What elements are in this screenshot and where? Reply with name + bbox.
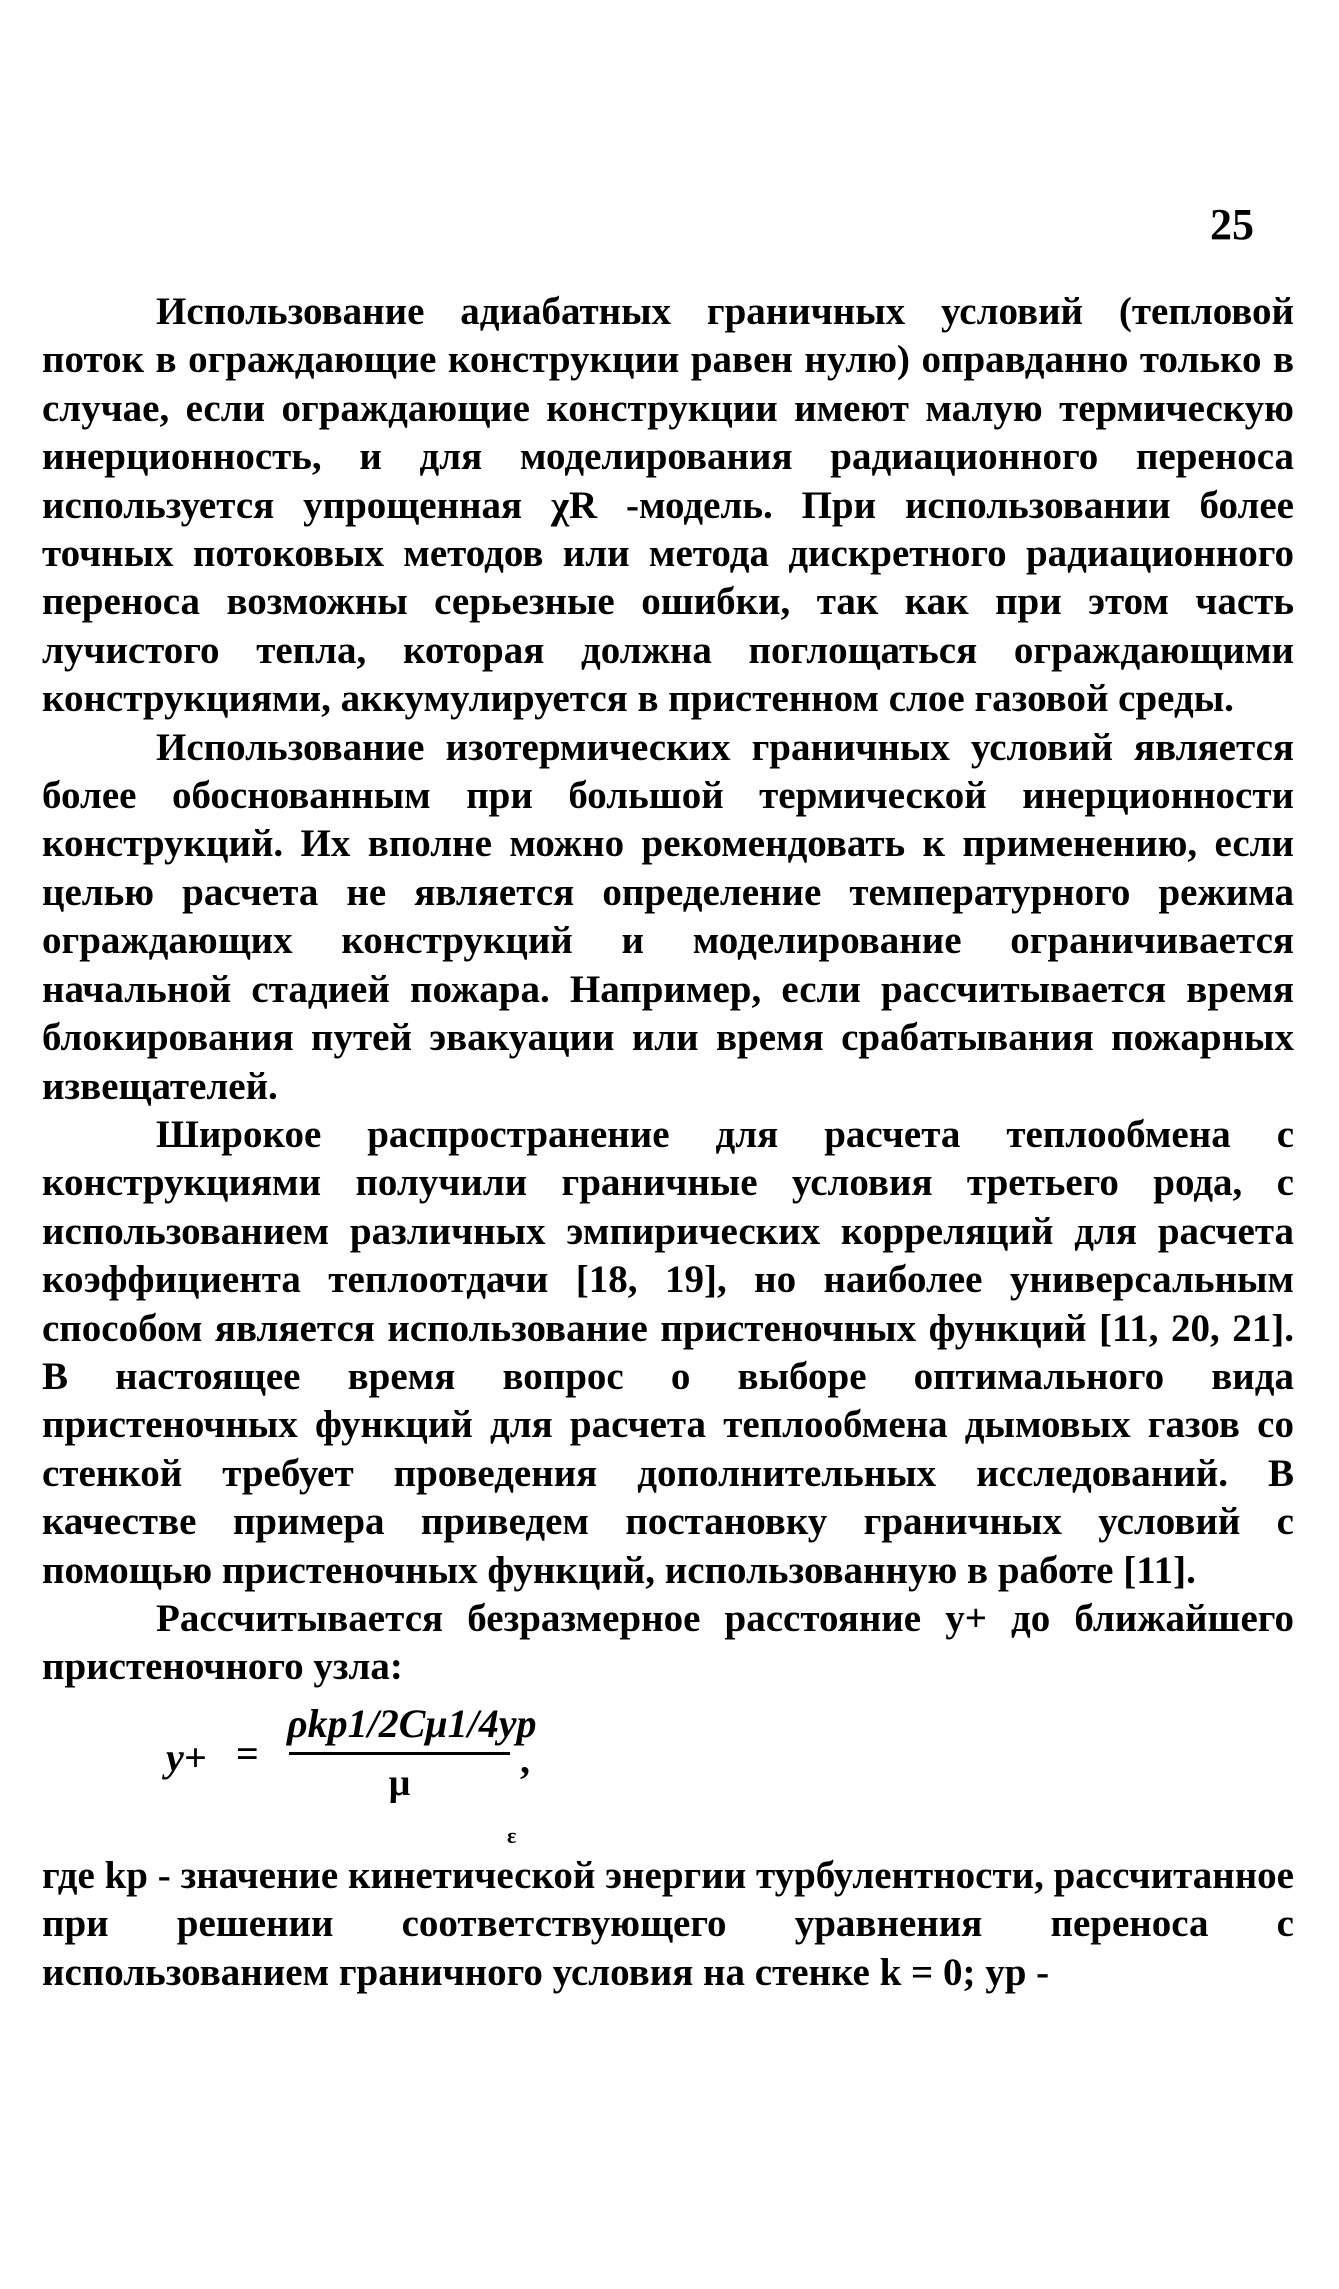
paragraph-third-kind-conditions: Широкое распространение для расчета теплообмена с конструкциями получили граничные условия третьего рода, с использованием различных эмпирических корреляций для расчета коэффициента теплоотдачи [18, 19], но наиболее универсальным способом является использование пристеночных функций [11, 20, 21]. В настоящее время вопрос о выборе оптимального вида пристеночных функций для расчета теплообмена дымовых газов со стенкой требует проведения дополнительных исследований. В качестве примера приведем постановку граничных условий с помощью пристеночных функций, использованную в работе [11].	[42, 1112, 1294, 1592]
formula-equals: =	[236, 1730, 259, 1776]
formula-numerator: ρkp1/2Cμ1/4yp	[287, 1700, 537, 1746]
formula-fraction	[287, 1696, 537, 1811]
paragraph-where-kp: где kp - значение кинетической энергии турбулентности, рассчитанное при решении соответствующего уравнения переноса с использованием граничного условия на стенке k = 0; yp -	[42, 1853, 1294, 1994]
paragraph-isothermal-conditions: Использование изотермических граничных условий является более обоснованным при большой термической инерционности конструкций. Их вполне можно рекомендовать к применению, если целью расчета не является определение температурного режима ограждающих конструкций и моделирование ограничивается начальной стадией пожара. Например, если рассчитывается время блокирования путей эвакуации или время срабатывания пожарных извещателей.	[42, 725, 1294, 1108]
page-body	[42, 288, 1294, 1997]
formula-mark: ε	[507, 1822, 517, 1848]
formula-denominator: μ	[388, 1761, 411, 1804]
page-number: 25	[1210, 200, 1254, 249]
formula-comma: ,	[520, 1736, 530, 1782]
paragraph-adiabatic-conditions: Использование адиабатных граничных условий (тепловой поток в ограждающие конструкции равен нулю) оправданно только в случае, если ограждающие конструкции имеют малую термическую инерционность, и для моделирования радиационного переноса используется упрощенная χR -модель. При использовании более точных потоковых методов или метода дискретного радиационного переноса возможны серьезные ошибки, так как при этом часть лучистого тепла, которая должна поглощаться ограждающими конструкциями, аккумулируется в пристенном слое газовой среды.	[42, 290, 1294, 721]
formula-lhs: y+	[166, 1734, 207, 1780]
paragraph-dimensionless-distance: Рассчитывается безразмерное расстояние y+ до ближайшего пристеночного узла:	[42, 1596, 1294, 1689]
y-plus-formula	[42, 1696, 1294, 1846]
